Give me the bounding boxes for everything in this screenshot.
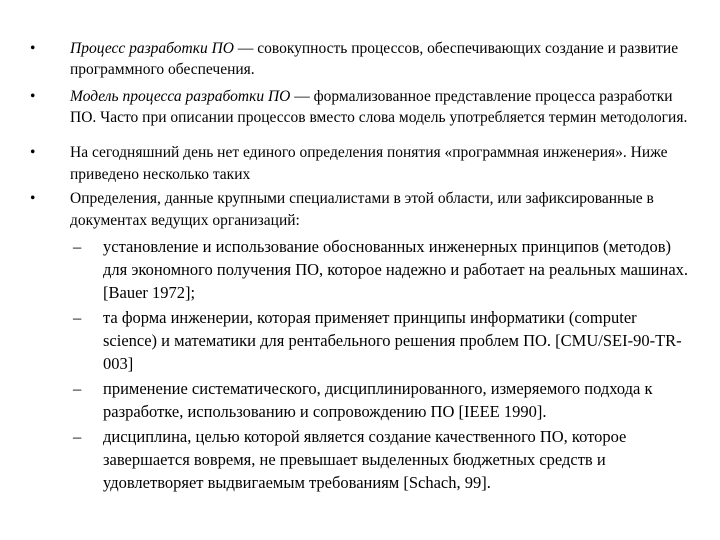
bullet-text: На сегодняшний день нет единого определения понятия «программная инженерия». Ниже приведено несколько таких [70,144,668,183]
bullet-item-process [30,38,690,80]
definition-text: применение систематического, дисциплинированного, измеряемого подхода к разработке, использованию и сопровождению ПО [IEEE 1990]. [103,379,653,421]
bullet-icon: • [30,190,36,207]
dash-icon: – [73,379,82,398]
definition-text: установление и использование обоснованных инженерных принципов (методов) для экономного получения ПО, которое надежно и работает на реальных машинах. [Bauer 1972]; [103,237,689,302]
definition-item-schach [70,425,690,494]
bullet-item-definitions [30,188,690,232]
dash-icon: – [73,427,82,446]
dash-icon: – [73,237,82,256]
bullet-item-no-definition [30,142,690,186]
definition-item-bauer [70,235,690,304]
bullet-item-model [30,86,690,128]
term-model: Модель процесса разработки ПО [70,88,291,105]
slide-content [30,38,690,494]
definition-model: — формализованное представление процесса разработки ПО. Часто при описании процессов вместо слова модель употребляется термин методология. [70,88,688,126]
dash-icon: – [73,308,82,327]
definition-text: та форма инженерии, которая применяет принципы информатики (computer science) и математики для рентабельного решения проблем ПО. [CMU/SEI-90-TR-003] [103,308,682,373]
definition-item-ieee [70,377,690,423]
definition-item-cmu [70,306,690,375]
bullet-icon: • [30,144,36,161]
definitions-list [70,235,690,494]
term-process: Процесс разработки ПО [70,40,234,57]
bullet-icon: • [30,88,36,105]
definition-process: — совокупность процессов, обеспечивающих создание и развитие программного обеспечения. [70,40,679,78]
definition-text: дисциплина, целью которой является создание качественного ПО, которое завершается вовремя, не превышает выделенных бюджетных средств и удовлетворяет выдвигаемым требованиям [Schach, 99]. [103,427,627,492]
bullet-text: Определения, данные крупными специалистами в этой области, или зафиксированные в документах ведущих организаций: [70,190,654,229]
bullet-icon: • [30,40,36,57]
